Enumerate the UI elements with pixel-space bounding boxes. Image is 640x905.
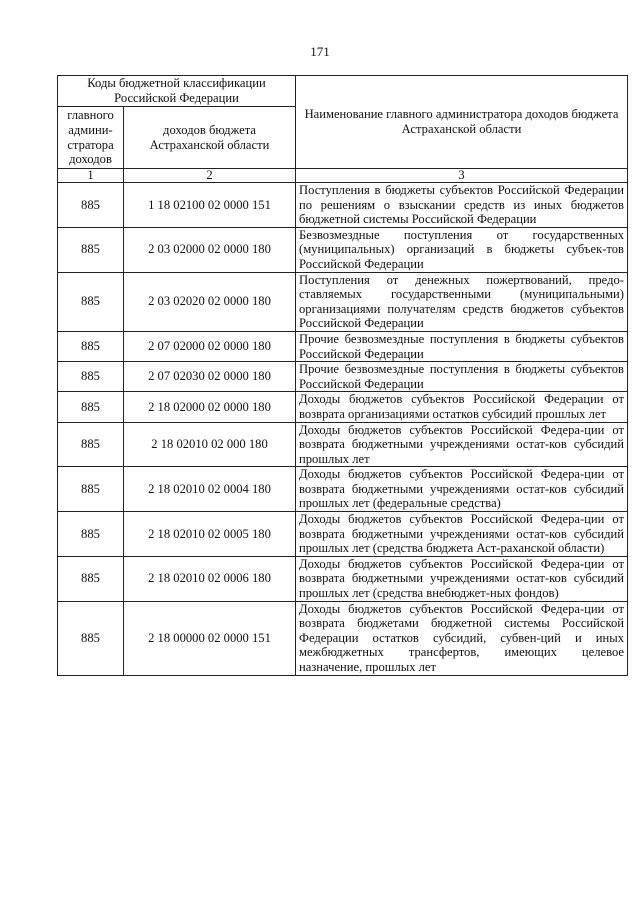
- revenue-code-cell: 2 18 02010 02 0006 180: [124, 556, 296, 601]
- budget-codes-table: [57, 75, 628, 676]
- revenue-name-cell: Прочие безвозмездные поступления в бюджеты субъектов Российской Федерации: [296, 362, 628, 392]
- table-row: [58, 331, 628, 361]
- table-row: [58, 362, 628, 392]
- admin-code-cell: 885: [58, 392, 124, 422]
- revenue-code-cell: 1 18 02100 02 0000 151: [124, 183, 296, 228]
- revenue-name-cell: Доходы бюджетов субъектов Российской Федера-ции от возврата бюджетами бюджетной системы Российской Федерации остатков субсидий, субвен-ций и иных межбюджетных трансфертов, имеющих целевое назначение, прошлых лет: [296, 601, 628, 675]
- revenue-code-cell: 2 18 02000 02 0000 180: [124, 392, 296, 422]
- column-number-2: 2: [124, 169, 296, 183]
- revenue-name-cell: Безвозмездные поступления от государственных (муниципальных) организаций в бюджеты субъек-тов Российской Федерации: [296, 227, 628, 272]
- admin-code-cell: 885: [58, 556, 124, 601]
- admin-code-cell: 885: [58, 183, 124, 228]
- table-row: [58, 601, 628, 675]
- revenue-name-cell: Доходы бюджетов субъектов Российской Федера-ции от возврата бюджетными учреждениями остат-ков субсидий прошлых лет (федеральные средства): [296, 467, 628, 512]
- table-row: [58, 392, 628, 422]
- revenue-name-cell: Доходы бюджетов субъектов Российской Федера-ции от возврата бюджетными учреждениями остат-ков субсидий прошлых лет (средства бюджета Аст-раханской области): [296, 512, 628, 557]
- table-row: [58, 467, 628, 512]
- header-name-column: Наименование главного администратора доходов бюджета Астраханской области: [296, 76, 628, 169]
- admin-code-cell: 885: [58, 331, 124, 361]
- revenue-name-cell: Поступления в бюджеты субъектов Российской Федерации по решениям о взыскании средств из иных бюджетов бюджетной системы Российской Федерации: [296, 183, 628, 228]
- revenue-code-cell: 2 18 02010 02 0004 180: [124, 467, 296, 512]
- revenue-code-cell: 2 07 02030 02 0000 180: [124, 362, 296, 392]
- revenue-code-cell: 2 07 02000 02 0000 180: [124, 331, 296, 361]
- admin-code-cell: 885: [58, 272, 124, 331]
- column-number-1: 1: [58, 169, 124, 183]
- admin-code-cell: 885: [58, 601, 124, 675]
- admin-code-cell: 885: [58, 512, 124, 557]
- table-row: [58, 227, 628, 272]
- revenue-code-cell: 2 03 02020 02 0000 180: [124, 272, 296, 331]
- table-row: [58, 556, 628, 601]
- table-row: [58, 512, 628, 557]
- revenue-name-cell: Доходы бюджетов субъектов Российской Федера-ции от возврата бюджетными учреждениями остат-ков субсидий прошлых лет: [296, 422, 628, 467]
- header-group-title: Коды бюджетной классификации Российской Федерации: [58, 76, 296, 107]
- header-admin-column: главного админи-стратора доходов: [58, 107, 124, 169]
- table-row: [58, 422, 628, 467]
- column-number-3: 3: [296, 169, 628, 183]
- admin-code-cell: 885: [58, 227, 124, 272]
- admin-code-cell: 885: [58, 467, 124, 512]
- table-row: [58, 183, 628, 228]
- revenue-name-cell: Доходы бюджетов субъектов Российской Федера-ции от возврата бюджетными учреждениями остат-ков субсидий прошлых лет (средства внебюджет-ных фондов): [296, 556, 628, 601]
- admin-code-cell: 885: [58, 422, 124, 467]
- table-row: [58, 272, 628, 331]
- revenue-code-cell: 2 03 02000 02 0000 180: [124, 227, 296, 272]
- page-number: 171: [310, 44, 330, 59]
- revenue-name-cell: Поступления от денежных пожертвований, предо-ставляемых государственными (муниципальными) организациями получателям средств бюджетов субъектов Российской Федерации: [296, 272, 628, 331]
- revenue-code-cell: 2 18 02010 02 0005 180: [124, 512, 296, 557]
- revenue-name-cell: Доходы бюджетов субъектов Российской Федерации от возврата организациями остатков субсидий прошлых лет: [296, 392, 628, 422]
- revenue-code-cell: 2 18 02010 02 000 180: [124, 422, 296, 467]
- header-code-column: доходов бюджета Астраханской области: [124, 107, 296, 169]
- admin-code-cell: 885: [58, 362, 124, 392]
- revenue-name-cell: Прочие безвозмездные поступления в бюджеты субъектов Российской Федерации: [296, 331, 628, 361]
- revenue-code-cell: 2 18 00000 02 0000 151: [124, 601, 296, 675]
